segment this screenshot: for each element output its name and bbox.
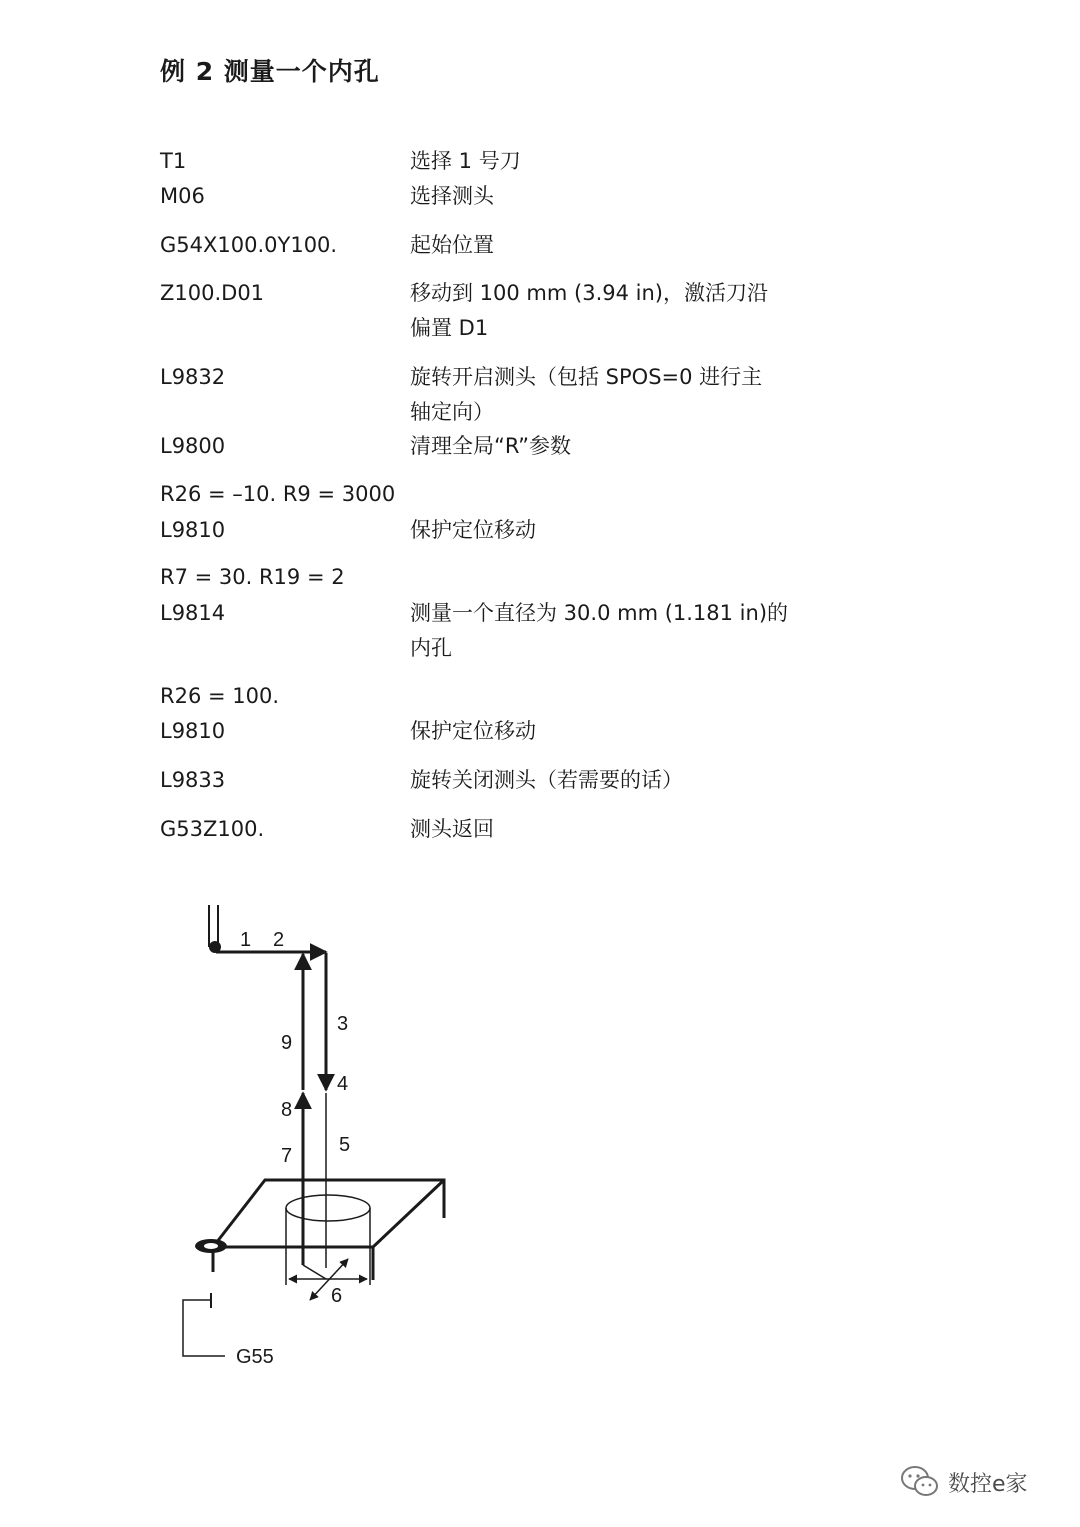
program-code-r26-100: R26 = 100. (160, 684, 280, 708)
step-label-4: 4 (337, 1073, 349, 1095)
step-label-7: 7 (281, 1145, 293, 1167)
program-code-r26-r9: R26 = –10. R9 = 3000 (160, 482, 396, 506)
origin-leader-line (183, 1300, 225, 1356)
step-label-9: 9 (281, 1032, 293, 1054)
program-desc-l9833: 旋转关闭测头（若需要的话） (410, 768, 683, 792)
step-label-6: 6 (331, 1285, 343, 1307)
program-code-g53: G53Z100. (160, 817, 265, 841)
program-code-l9833: L9833 (160, 768, 226, 792)
program-desc-l9832-cont: 轴定向） (410, 400, 494, 424)
program-desc-g54: 起始位置 (410, 233, 494, 257)
program-desc-m06: 选择测头 (410, 184, 494, 208)
program-code-l9814: L9814 (160, 601, 226, 625)
program-desc-g53: 测头返回 (410, 817, 494, 841)
program-desc-l9810-b: 保护定位移动 (410, 719, 536, 743)
program-code-l9832: L9832 (160, 365, 226, 389)
step-label-1: 1 (240, 929, 252, 951)
program-code-m06: M06 (160, 184, 205, 208)
watermark (900, 1460, 1060, 1504)
probe-tip-line (303, 1265, 326, 1279)
diagram-lines (183, 905, 444, 1356)
plate-front-edge (213, 1180, 444, 1247)
program-desc-z100: 移动到 100 mm (3.94 in)，激活刀沿 (410, 281, 768, 305)
program-desc-l9810-a: 保护定位移动 (410, 518, 536, 542)
program-desc-l9800: 清理全局“R”参数 (410, 434, 572, 458)
watermark-text: 数控e家 (948, 1471, 1028, 1497)
probe-ball (209, 941, 221, 953)
program-code-z100: Z100.D01 (160, 281, 265, 305)
step-label-2: 2 (273, 929, 285, 951)
program-code-l9800: L9800 (160, 434, 226, 458)
program-desc-z100-cont: 偏置 D1 (410, 316, 489, 340)
page-title: 例 2 测量一个内孔 (160, 57, 380, 86)
program-desc-l9832: 旋转开启测头（包括 SPOS=0 进行主 (410, 365, 763, 389)
program-desc-t1: 选择 1 号刀 (410, 149, 521, 173)
program-code-g54: G54X100.0Y100. (160, 233, 338, 257)
program-code-r7-r19: R7 = 30. R19 = 2 (160, 565, 345, 589)
step-label-5: 5 (339, 1134, 351, 1156)
step-label-8: 8 (281, 1099, 293, 1121)
step-label-3: 3 (337, 1013, 349, 1035)
origin-target-center (204, 1243, 218, 1249)
origin-label: G55 (236, 1346, 274, 1368)
wechat-icon (900, 1464, 940, 1500)
program-code-l9810-b: L9810 (160, 719, 226, 743)
program-code-t1: T1 (160, 149, 187, 173)
program-code-l9810-a: L9810 (160, 518, 226, 542)
hole-top-ellipse (286, 1195, 370, 1221)
program-desc-l9814: 测量一个直径为 30.0 mm (1.181 in)的 (410, 601, 789, 625)
program-desc-l9814-cont: 内孔 (410, 636, 452, 660)
